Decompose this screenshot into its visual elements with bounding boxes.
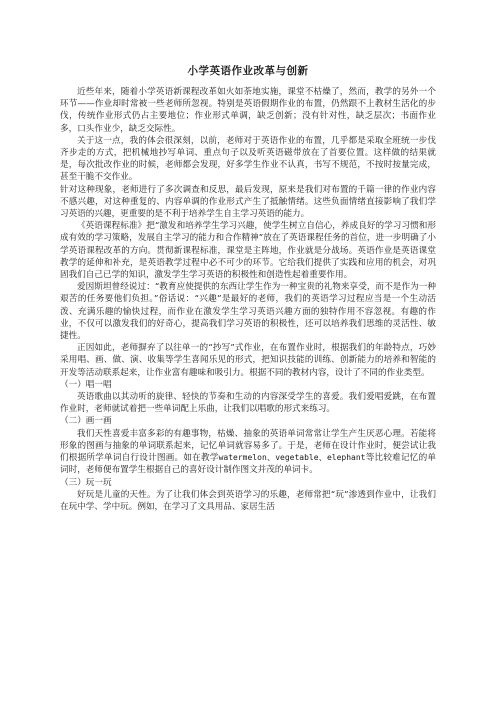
- paragraph-draw-text-b: 等比较难记忆的单词时，老师便布置学生根据自己的喜好设计制作图文并茂的单词卡。: [60, 453, 436, 476]
- paragraph-sing: 英语歌曲以其动听的旋律、轻快的节奏和生动的内容深受学生的喜爱。我们爱唱爱跳，在布置作业时，老师就试着把一些单词配上乐曲，让我们以唱歌的形式来练习。: [60, 392, 436, 415]
- paragraph-homework-types: 正因如此，老师摒弃了以往单一的“抄写”式作业，在布置作业时，根据我们的年龄特点，巧妙采用唱、画、做、演、收集等学生喜闻乐见的形式，把知识技能的训练、创新能力的培养和智能的开发等活动联系起来，让作业富有趣味和吸引力。根据不同的教材内容，设计了不同的作业类型。: [60, 343, 436, 378]
- paragraph-einstein-quote: 爱因斯坦曾经说过：“教育应使提供的东西让学生作为一种宝贵的礼物来享受，而不是作为一种艰苦的任务要他们负担。”俗话说：“兴趣”是最好的老师，我们的英语学习过程应当是一个生动活泼、充满乐趣的愉快过程，而作业在激发学生学习英语兴趣方面的独特作用不容忽视。有趣的作业，不仅可以激发我们的好奇心，提高我们学习英语的积极性，还可以培养我们思维的灵活性、敏捷性。: [60, 282, 436, 342]
- paragraph-draw-text-a: 我们天性喜爱丰富多彩的有趣事物，枯燥、抽象的英语单词常常让学生产生厌恶心理。若能将形象的图画与抽象的单词联系起来，记忆单词就容易多了。于是，老师在设计作业时，便尝试让我们根据所学单词自行设计图画。如在教学: [60, 428, 436, 464]
- paragraph-play: 好玩是儿童的天性。为了让我们体会到英语学习的乐趣，老师常把“玩”渗透到作业中，让我们在玩中学、学中玩。例如，在学习了文具用品、家居生活: [60, 489, 436, 512]
- document-page: [60, 64, 436, 513]
- paragraph-draw-words: watermelon、vegetable、elephant: [218, 453, 366, 463]
- paragraph-curriculum-standard: 《英语课程标准》把“激发和培养学生学习兴趣，使学生树立自信心，养成良好的学习习惯和形成有效的学习策略，发展自主学习的能力和合作精神”放在了英语课程任务的首位，进一步明确了小学英语课程改革的方向。贯彻新课程标准，课堂是主阵地，作业就是分战场。英语作业是英语课堂教学的延伸和补充，是英语教学过程中必不可少的环节。它给我们提供了实践和应用的机会，对巩固我们自己已学的知识，激发学生学习英语的积极性和创造性起着重要作用。: [60, 221, 436, 281]
- paragraph-draw: [60, 428, 436, 477]
- paragraph-reflection: 针对这种现象，老师进行了多次调查和反思，最后发现，原来是我们对布置的千篇一律的作业内容不感兴趣，对这种重复的、内容单调的作业形式产生了抵触情绪。这些负面情绪直接影响了我们学习英语的兴趣，更重要的是不利于培养学生自主学习英语的能力。: [60, 184, 436, 220]
- section-heading-sing: （一）唱一唱: [60, 379, 112, 390]
- document-title: 小学英语作业改革与创新: [187, 65, 309, 77]
- section-heading-draw: （二）画一画: [60, 416, 112, 427]
- paragraph-experience: 关于这一点，我的体会很深刻，以前，老师对于英语作业的布置，几乎都是采取全班统一步伐齐步走的方式，把机械地抄写单词、重点句子以及听英语磁带放在了首要位置。这样做的结果就是，每次批改作业的时候，老师都会发现，好多学生作业不认真，书写不规范，不按时按量完成，甚至干脆不交作业。: [60, 135, 436, 183]
- paragraph-intro: 近些年来，随着小学英语新课程改革如火如荼地实施，课堂不枯燥了，然而，教学的另外一个环节——作业却时常被一些老师所忽视。特别是英语假期作业的布置，仍然跟不上教材生活化的步伐，传统作业形式仍占主要地位；作业形式单调，缺乏创新；没有针对性，缺乏层次；书面作业多，口头作业少，缺乏交际性。: [60, 87, 436, 134]
- section-heading-play: （三）玩一玩: [60, 477, 112, 488]
